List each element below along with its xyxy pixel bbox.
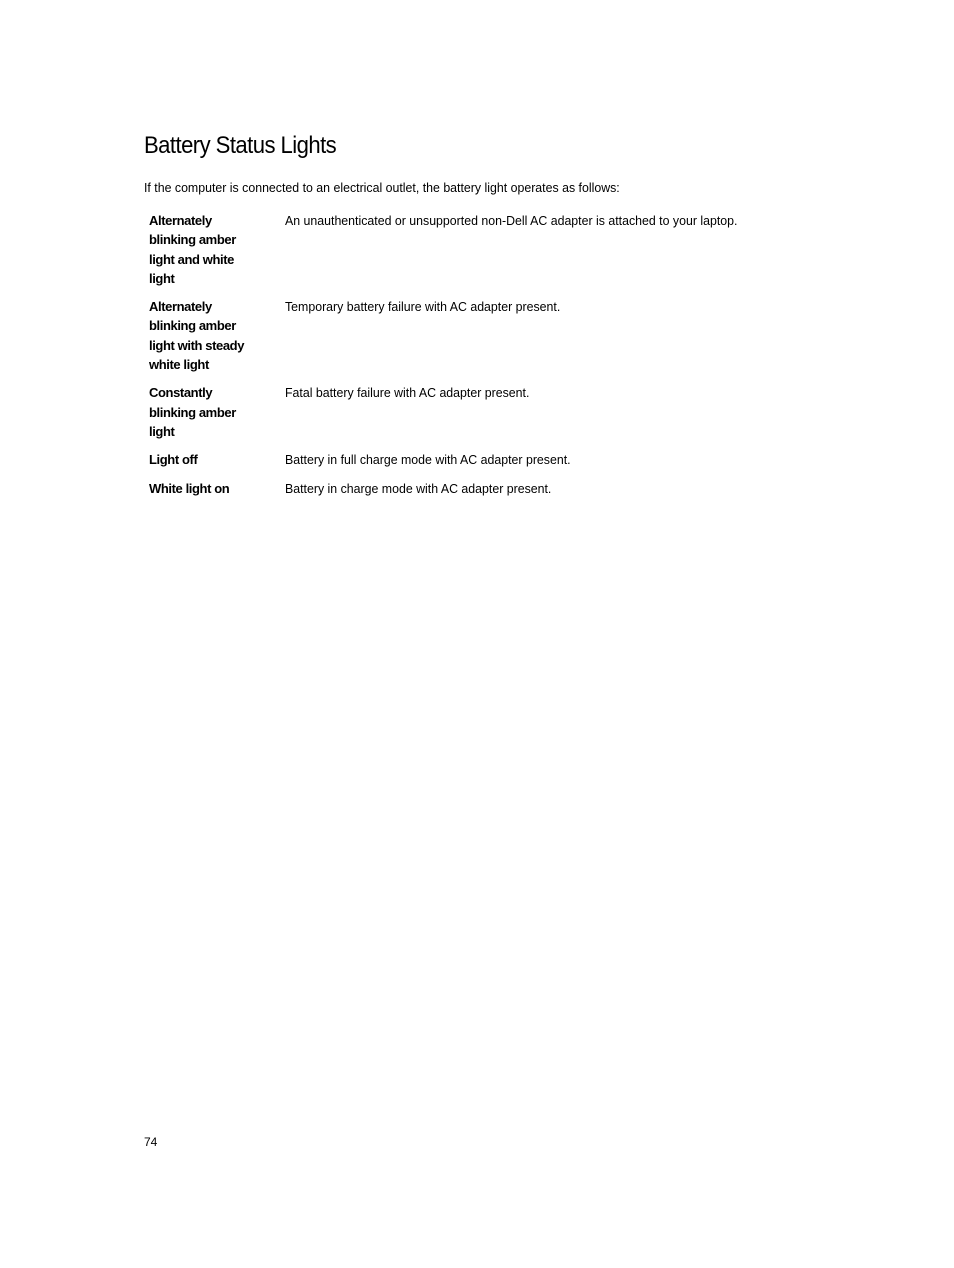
page-number: 74 (144, 1135, 158, 1149)
table-row (144, 297, 824, 383)
intro-paragraph: If the computer is connected to an electrical outlet, the battery light operates as follows: (144, 180, 620, 195)
status-description: Battery in charge mode with AC adapter present. (285, 480, 552, 496)
table-row (144, 211, 824, 297)
table-row (144, 450, 824, 478)
status-description: An unauthenticated or unsupported non-Dell AC adapter is attached to your laptop. (285, 213, 738, 228)
status-description: Battery in full charge mode with AC adapter present. (285, 452, 571, 468)
page-title: Battery Status Lights (144, 132, 337, 159)
battery-status-table (144, 211, 824, 498)
status-description: Temporary battery failure with AC adapter present. (285, 299, 561, 315)
status-term: White light on (149, 480, 230, 496)
status-description: Fatal battery failure with AC adapter present. (285, 385, 530, 401)
status-term: Alternately blinking amber light and white light (149, 213, 236, 286)
status-term: Constantly blinking amber light (149, 385, 236, 439)
table-row (144, 479, 824, 498)
table-row (144, 383, 824, 450)
status-term: Light off (149, 452, 198, 468)
status-term: Alternately blinking amber light with steady white light (149, 299, 245, 373)
